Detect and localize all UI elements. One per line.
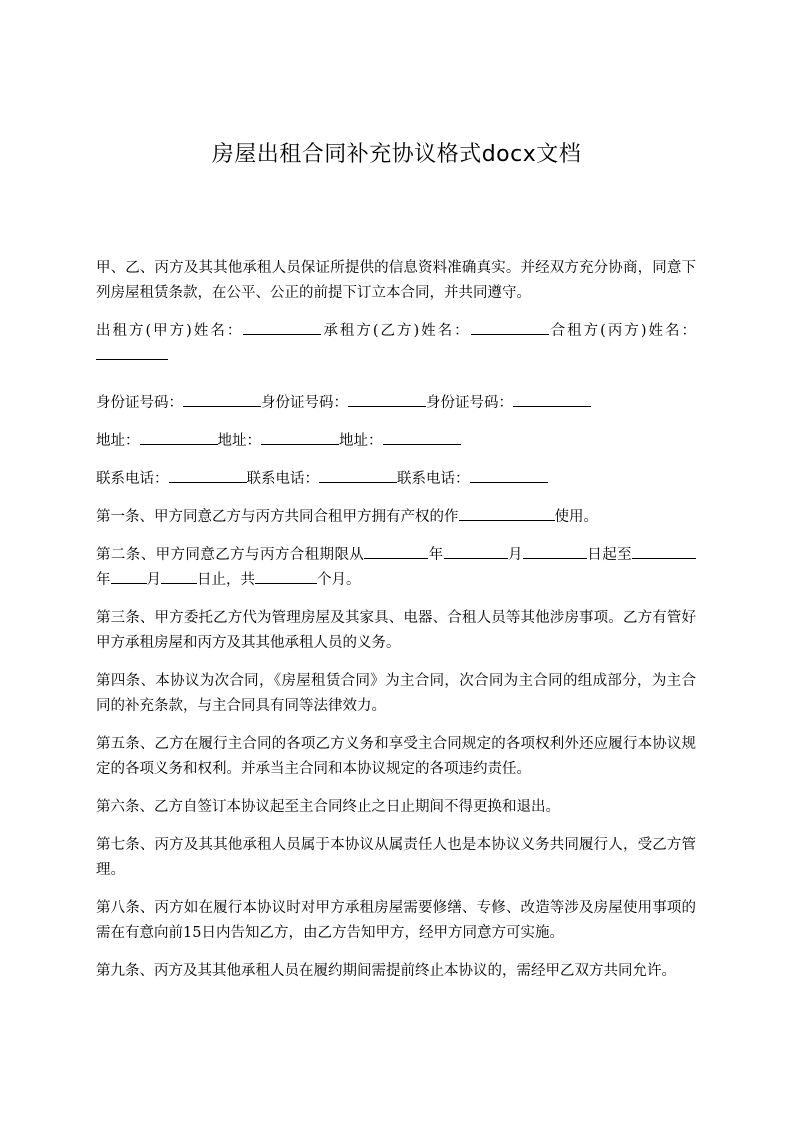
article-6: 第六条、乙方自签订本协议起至主合同终止之日止期间不得更换和退出。: [96, 799, 560, 815]
article-7: 第七条、丙方及其其他承租人员属于本协议从属责任人也是本协议义务共同履行人，受乙方管理。: [96, 837, 696, 878]
cotenant-id-label: 身份证号码：: [426, 395, 513, 411]
document-body: [96, 256, 696, 997]
month-label: 月: [507, 547, 523, 563]
article-5: 第五条、乙方在履行主合同的各项乙方义务和享受主合同规定的各项权利外还应履行本协议规定的各项义务和权利。并承当主合同和本协议规定的各项违约责任。: [96, 736, 696, 777]
article-8: 第八条、丙方如在履行本协议时对甲方承租房屋需要修缮、专修、改造等涉及房屋使用事项的需在有意向前15日内告知乙方，由乙方告知甲方，经甲方同意方可实施。: [96, 900, 696, 941]
lessee-address-blank[interactable]: [261, 430, 339, 445]
document-title: 房屋出租合同补充协议格式docx文档: [211, 142, 582, 167]
cotenant-phone-label: 联系电话：: [397, 471, 470, 487]
year-label: 年: [428, 547, 444, 563]
lessor-name-label: 出租方(甲方)姓名：: [96, 323, 244, 339]
lessor-phone-blank[interactable]: [169, 468, 247, 483]
months-label: 个月。: [317, 572, 361, 588]
day-to-label: 日起至: [586, 547, 633, 563]
lessor-id-label: 身份证号码：: [96, 395, 183, 411]
start-day-blank[interactable]: [523, 544, 587, 559]
end-month-blank[interactable]: [111, 569, 147, 584]
article-2-text: 第二条、甲方同意乙方与丙方合租期限从: [96, 547, 365, 563]
end-day-blank[interactable]: [161, 569, 197, 584]
start-year-blank[interactable]: [364, 544, 428, 559]
article-1-text: 第一条、甲方同意乙方与丙方共同合租甲方拥有产权的作: [96, 509, 459, 525]
lessor-name-blank[interactable]: [243, 320, 321, 335]
day-end-label: 日止，共: [197, 572, 255, 588]
end-year-blank[interactable]: [632, 544, 696, 559]
intro-paragraph: 甲、乙、丙方及其其他承租人员保证所提供的信息资料准确真实。并经双方充分协商，同意下列房屋租赁条款，在公平、公正的前提下订立本合同，并共同遵守。: [96, 260, 696, 301]
lessee-name-blank[interactable]: [471, 320, 549, 335]
cotenant-address-label: 地址：: [339, 433, 383, 449]
start-month-blank[interactable]: [444, 544, 508, 559]
address-line: [96, 429, 696, 454]
lessee-phone-blank[interactable]: [319, 468, 397, 483]
lessee-address-label: 地址：: [217, 433, 261, 449]
lessee-id-blank[interactable]: [348, 392, 426, 407]
lessee-phone-label: 联系电话：: [246, 471, 319, 487]
article-9: 第九条、丙方及其其他承租人员在履约期间需提前终止本协议的，需经甲乙双方共同允许。: [96, 963, 676, 979]
id-line: [96, 391, 696, 416]
lessor-phone-label: 联系电话：: [96, 471, 169, 487]
cotenant-id-blank[interactable]: [513, 392, 591, 407]
article-2: [96, 543, 696, 593]
lessee-name-label: 承租方(乙方)姓名：: [321, 323, 471, 339]
lessor-id-blank[interactable]: [183, 392, 261, 407]
end-month-label: 月: [146, 572, 161, 588]
article-3: 第三条、甲方委托乙方代为管理房屋及其家具、电器、合租人员等其他涉房事项。乙方有管好甲方承租房屋和丙方及其其他承租人员的义务。: [96, 610, 696, 651]
lessor-address-blank[interactable]: [140, 430, 218, 445]
cotenant-name-blank[interactable]: [96, 345, 168, 360]
cotenant-address-blank[interactable]: [383, 430, 461, 445]
total-months-blank[interactable]: [255, 569, 317, 584]
cotenant-phone-blank[interactable]: [470, 468, 548, 483]
article-1-end: 使用。: [554, 509, 598, 525]
article-1: [96, 505, 696, 530]
usage-purpose-blank[interactable]: [459, 506, 555, 521]
lessee-id-label: 身份证号码：: [261, 395, 348, 411]
end-year-label: 年: [96, 572, 111, 588]
phone-line: [96, 467, 696, 492]
names-line: [96, 319, 696, 369]
cotenant-name-label: 合租方(丙方)姓名：: [548, 323, 696, 339]
article-4: 第四条、本协议为次合同，《房屋租赁合同》为主合同，次合同为主合同的组成部分，为主合同的补充条款，与主合同具有同等法律效力。: [96, 673, 696, 714]
lessor-address-label: 地址：: [96, 433, 140, 449]
